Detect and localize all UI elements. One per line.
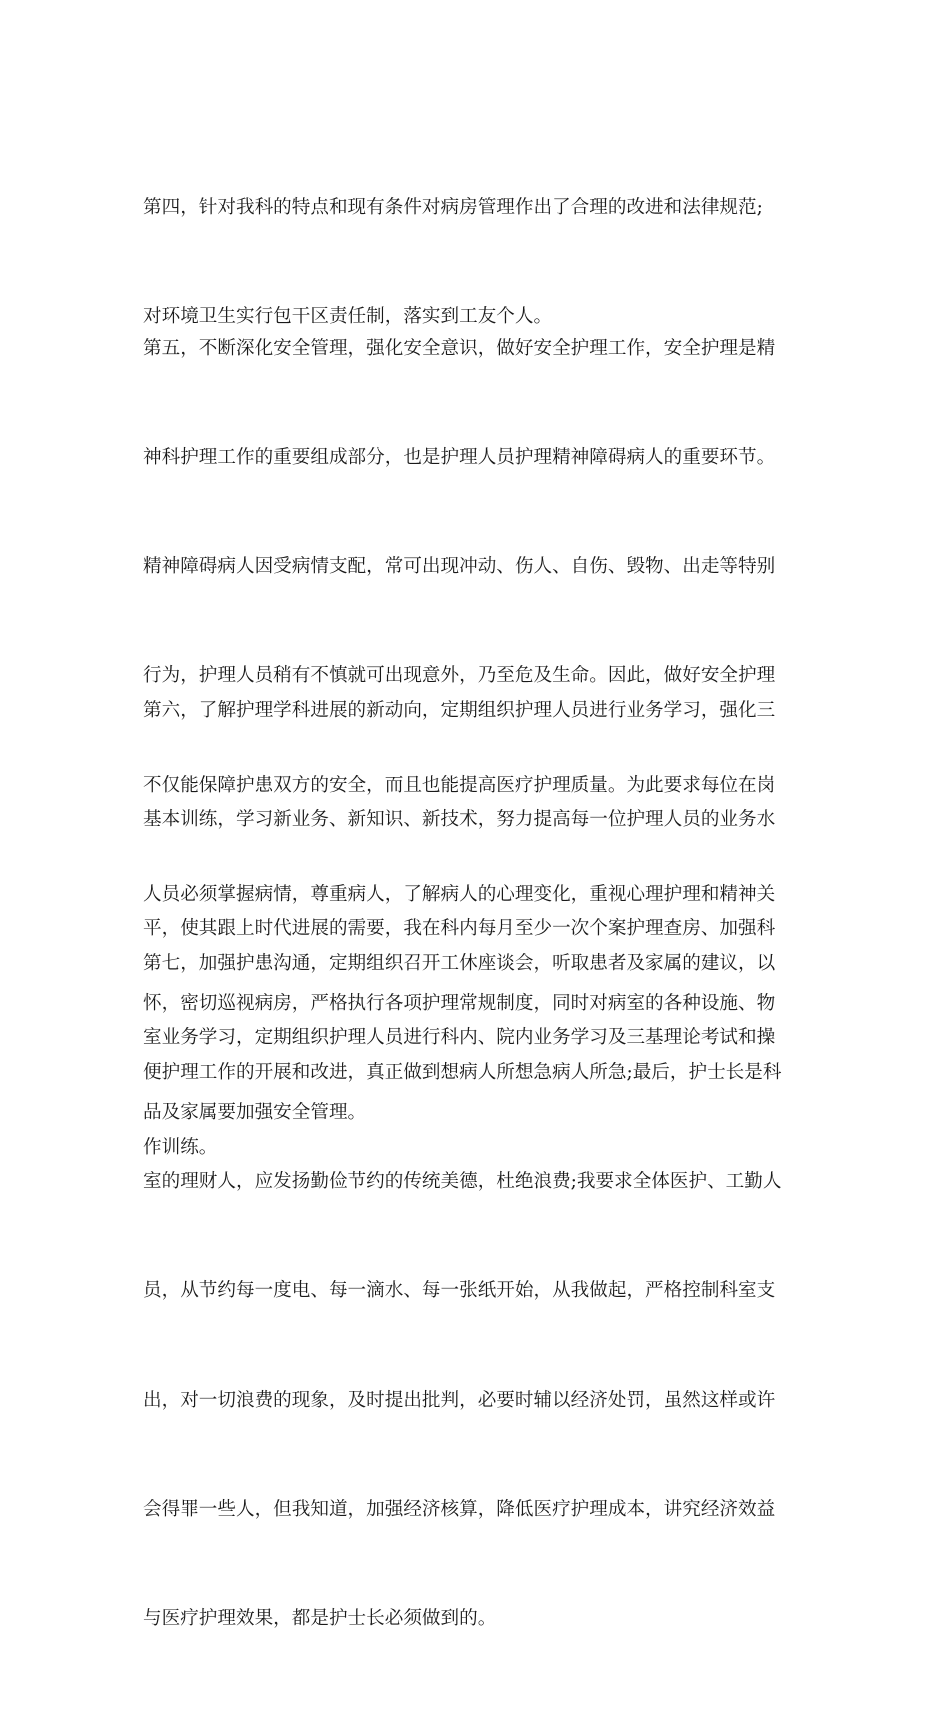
paragraph-line: 神科护理工作的重要组成部分，也是护理人员护理精神障碍病人的重要环节。 [143, 447, 776, 469]
paragraph-line: 第六，了解护理学科进展的新动向，定期组织护理人员进行业务学习，强化三 [143, 699, 776, 721]
paragraph-line: 品及家属要加强安全管理。 [143, 1102, 367, 1124]
paragraph-line: 对环境卫生实行包干区责任制，落实到工友个人。 [143, 306, 553, 328]
paragraph-line: 室的理财人，应发扬勤俭节约的传统美德，杜绝浪费;我要求全体医护、工勤人 [143, 1171, 782, 1193]
paragraph-line: 会得罪一些人，但我知道，加强经济核算，降低医疗护理成本，讲究经济效益 [143, 1498, 776, 1520]
paragraph-line: 与医疗护理效果，都是护士长必须做到的。 [143, 1608, 497, 1630]
paragraph-line: 基本训练，学习新业务、新知识、新技术，努力提高每一位护理人员的业务水 [143, 809, 776, 831]
paragraph-line: 行为，护理人员稍有不慎就可出现意外，乃至危及生命。因此，做好安全护理 [143, 665, 776, 687]
paragraph-line: 不仅能保障护患双方的安全，而且也能提高医疗护理质量。为此要求每位在岗 [143, 774, 776, 796]
paragraph-line: 室业务学习，定期组织护理人员进行科内、院内业务学习及三基理论考试和操 [143, 1027, 776, 1049]
paragraph-line: 精神障碍病人因受病情支配，常可出现冲动、伤人、自伤、毁物、出走等特别 [143, 556, 776, 578]
paragraph-line: 平，使其跟上时代进展的需要，我在科内每月至少一次个案护理查房、加强科 [143, 918, 776, 940]
paragraph-line: 怀，密切巡视病房，严格执行各项护理常规制度，同时对病室的各种设施、物 [143, 993, 776, 1015]
paragraph-line: 第四，针对我科的特点和现有条件对病房管理作出了合理的改进和法律规范; [143, 196, 763, 218]
paragraph-line: 员，从节约每一度电、每一滴水、每一张纸开始，从我做起，严格控制科室支 [143, 1280, 776, 1302]
paragraph-line: 出，对一切浪费的现象，及时提出批判，必要时辅以经济处罚，虽然这样或许 [143, 1389, 776, 1411]
paragraph-7 [143, 873, 811, 1710]
paragraph-line: 作训练。 [143, 1136, 218, 1158]
paragraph-line: 便护理工作的开展和改进，真正做到想病人所想急病人所急;最后，护士长是科 [143, 1062, 782, 1084]
paragraph-line: 人员必须掌握病情，尊重病人，了解病人的心理变化，重视心理护理和精神关 [143, 883, 776, 905]
paragraph-line: 第五，不断深化安全管理，强化安全意识，做好安全护理工作，安全护理是精 [143, 337, 776, 359]
paragraph-line: 第七，加强护患沟通，定期组织召开工休座谈会，听取患者及家属的建议，以 [143, 952, 776, 974]
